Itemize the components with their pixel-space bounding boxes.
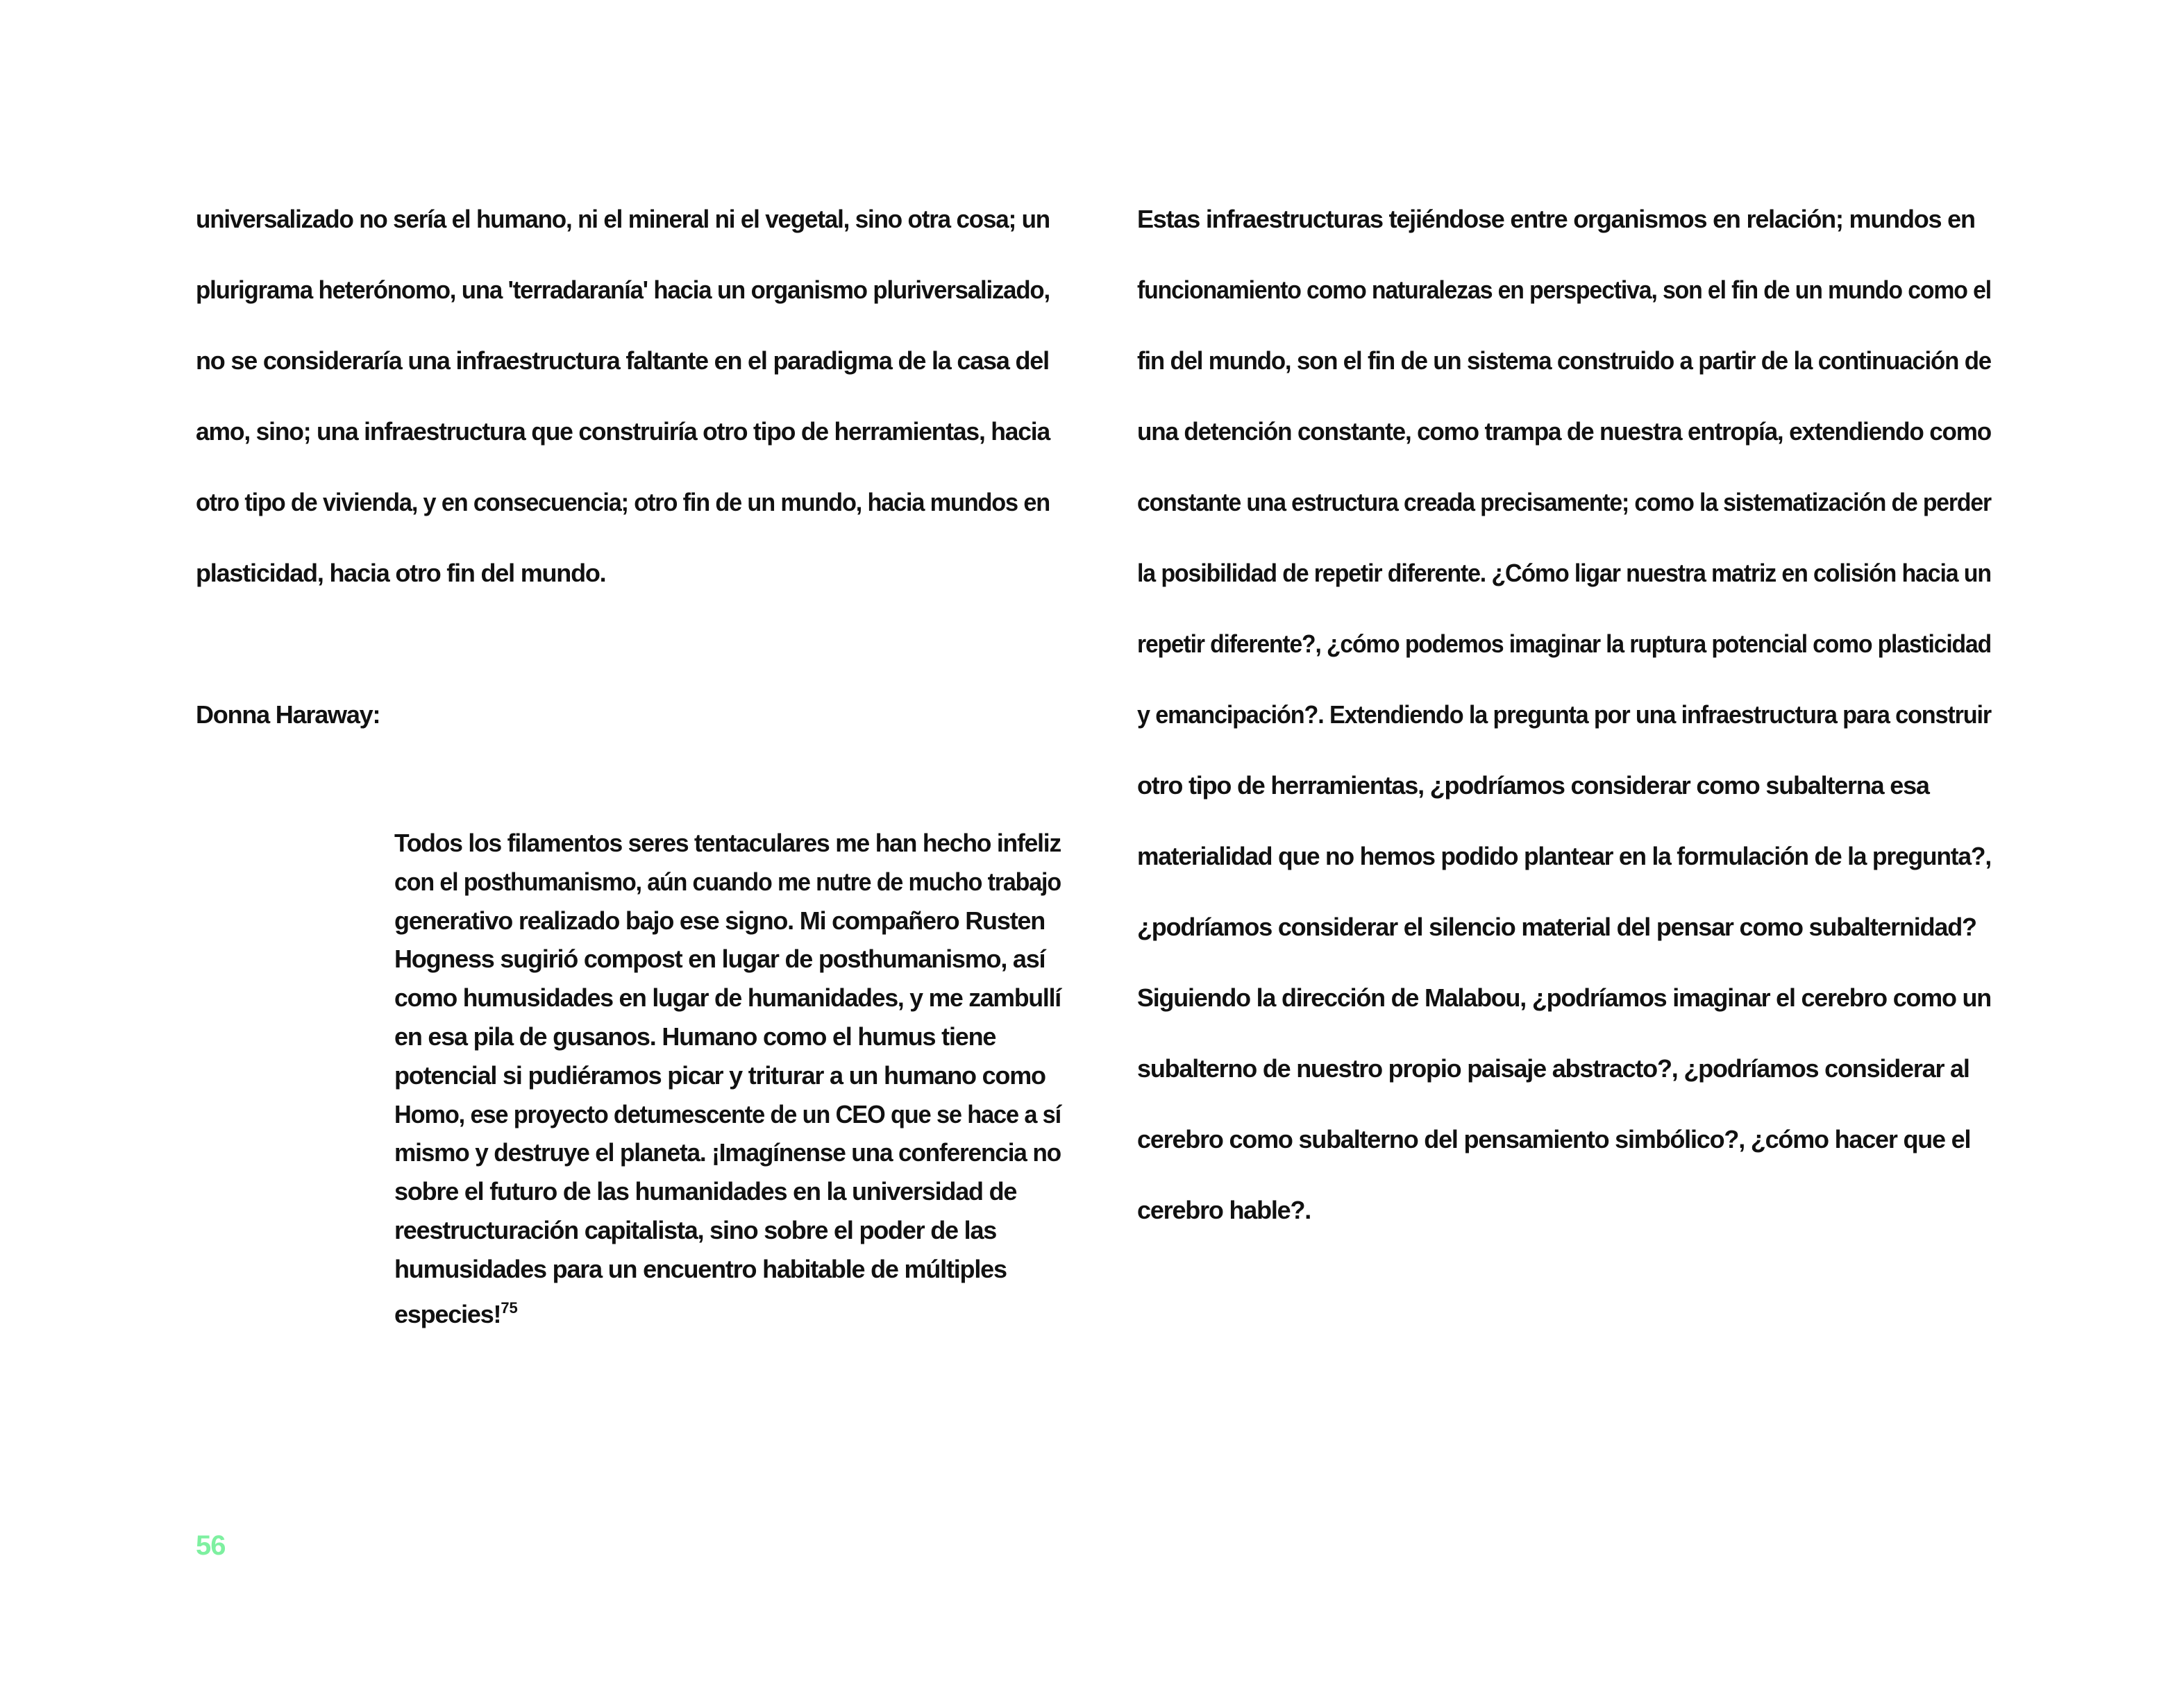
text-line: plasticidad, hacia otro fin del mundo. — [196, 559, 606, 587]
text-line: otro tipo de herramientas, ¿podríamos considerar como subalterna esa — [1137, 771, 1929, 800]
quote-last-line — [394, 1289, 1061, 1328]
text-line: otro tipo de vivienda, y en consecuencia; otro fin de un mundo, hacia mundos en — [196, 488, 1050, 516]
quote-line: potencial si pudiéramos picar y triturar a un humano como — [394, 1060, 1045, 1090]
text-line: cerebro hable?. — [1137, 1196, 1311, 1224]
right-column — [1137, 184, 1991, 1246]
text-line: plurigrama heterónomo, una 'terradaranía' hacia un organismo pluriversalizado, — [196, 276, 1050, 304]
text-line: materialidad que no hemos podido plantear en la formulación de la pregunta?, — [1137, 842, 1991, 870]
text-line: repetir diferente?, ¿cómo podemos imaginar la ruptura potencial como plasticidad — [1137, 629, 1991, 658]
text-line: constante una estructura creada precisamente; como la sistematización de perder — [1137, 488, 1991, 516]
block-quote — [394, 824, 1061, 1327]
text-line: universalizado no sería el humano, ni el mineral ni el vegetal, sino otra cosa; un — [196, 205, 1050, 233]
quote-line: con el posthumanismo, aún cuando me nutre de mucho trabajo — [394, 867, 1061, 896]
footnote-reference[interactable]: 75 — [501, 1299, 518, 1317]
text-line: subalterno de nuestro propio paisaje abstracto?, ¿podríamos considerar al — [1137, 1054, 1969, 1083]
speaker-label: Donna Haraway: — [196, 700, 380, 729]
quote-last-line-text: especies! — [394, 1299, 501, 1328]
right-paragraph — [1137, 184, 1991, 1246]
text-line: cerebro como subalterno del pensamiento simbólico?, ¿cómo hacer que el — [1137, 1125, 1971, 1153]
quote-line: en esa pila de gusanos. Humano como el humus tiene — [394, 1022, 996, 1051]
left-column — [196, 184, 1050, 750]
text-line: la posibilidad de repetir diferente. ¿Cómo ligar nuestra matriz en colisión hacia un — [1137, 559, 1991, 587]
quote-line: generativo realizado bajo ese signo. Mi compañero Rusten — [394, 906, 1045, 935]
quote-line: Hogness sugirió compost en lugar de posthumanismo, así — [394, 945, 1045, 974]
quote-line: sobre el futuro de las humanidades en la universidad de — [394, 1177, 1017, 1206]
page-number: 56 — [196, 1530, 226, 1561]
quote-line: Homo, ese proyecto detumescente de un CEO que se hace a sí — [394, 1099, 1061, 1128]
text-line: una detención constante, como trampa de nuestra entropía, extendiendo como — [1137, 417, 1991, 446]
text-line: y emancipación?. Extendiendo la pregunta por una infraestructura para construir — [1137, 700, 1991, 729]
text-line: no se consideraría una infraestructura faltante en el paradigma de la casa del — [196, 346, 1049, 375]
text-line: amo, sino; una infraestructura que construiría otro tipo de herramientas, hacia — [196, 417, 1050, 446]
left-paragraph — [196, 184, 1050, 609]
text-line: funcionamiento como naturalezas en perspectiva, son el fin de un mundo como el — [1137, 276, 1991, 304]
quote-line: humusidades para un encuentro habitable de múltiples — [394, 1254, 1007, 1283]
text-line: fin del mundo, son el fin de un sistema construido a partir de la continuación de — [1137, 346, 1991, 375]
quote-line: Todos los filamentos seres tentaculares me han hecho infeliz — [394, 829, 1061, 857]
paragraph-gap — [196, 609, 1050, 679]
quote-line: mismo y destruye el planeta. ¡Imagínense una conferencia no — [394, 1138, 1061, 1167]
text-line: ¿podríamos considerar el silencio material del pensar como subalternidad? — [1137, 913, 1976, 941]
quote-line: reestructuración capitalista, sino sobre el poder de las — [394, 1215, 997, 1244]
text-line: Siguiendo la dirección de Malabou, ¿podríamos imaginar el cerebro como un — [1137, 983, 1991, 1012]
text-line: Estas infraestructuras tejiéndose entre organismos en relación; mundos en — [1137, 205, 1975, 233]
quote-line: como humusidades en lugar de humanidades, y me zambullí — [394, 983, 1061, 1013]
